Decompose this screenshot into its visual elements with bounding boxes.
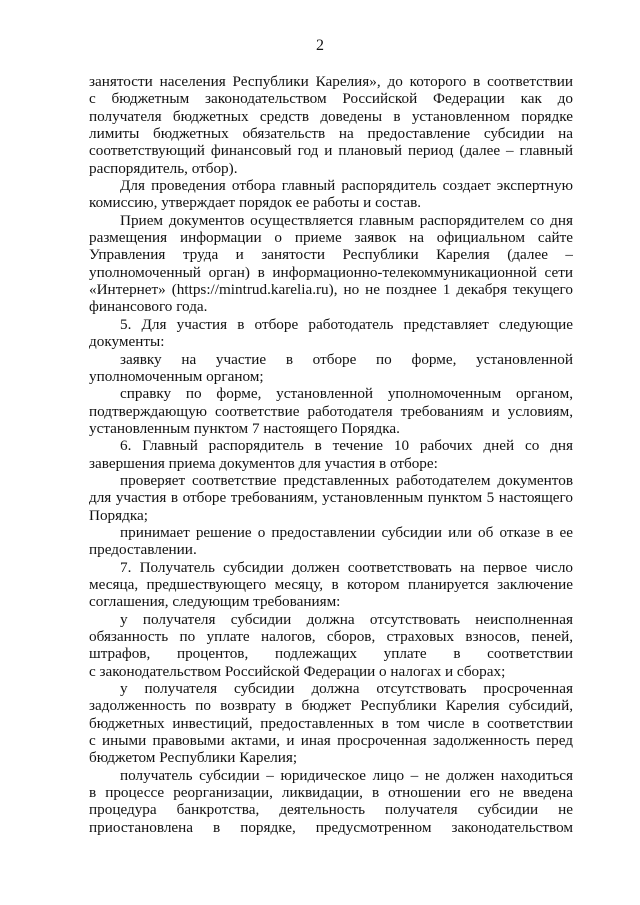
text-line: получателя бюджетных средств доведены в установленном порядке	[89, 107, 573, 125]
text-line: Управления труда и занятости Республики Карелия (далее –	[89, 246, 573, 264]
text-line: справку по форме, установленной уполномоченным органом,	[120, 385, 573, 403]
text-line: принимает решение о предоставлении субсидии или об отказе в ее	[120, 523, 573, 541]
text-line: месяца, предшествующего месяцу, в котором планируется заключение	[89, 575, 573, 593]
text-line: для участия в отборе требованиям, установленным пунктом 5 настоящего	[89, 489, 573, 507]
text-line: заявку на участие в отборе по форме, установленной	[120, 350, 573, 368]
text-line: соответствующий финансовый год и плановый период (далее – главный	[89, 142, 573, 160]
text-line: уполномоченным органом;	[89, 367, 264, 385]
text-line: у получателя субсидии должна отсутствовать просроченная	[120, 680, 573, 698]
text-line: с законодательством Российской Федерации о налогах и сборах;	[89, 662, 506, 680]
text-line: уполномоченный орган) в информационно-телекоммуникационной сети	[89, 263, 573, 281]
text-line: процедура банкротства, деятельность получателя субсидии не	[89, 801, 573, 819]
text-line: завершения приема документов для участия в отборе:	[89, 454, 438, 472]
text-line: в процессе реорганизации, ликвидации, в отношении его не введена	[89, 784, 573, 802]
text-line: установленным пунктом 7 настоящего Порядка.	[89, 419, 400, 437]
text-line: «Интернет» (https://mintrud.karelia.ru), но не позднее 1 декабря текущего	[89, 281, 573, 299]
text-line: лимиты бюджетных обязательств на предоставление субсидии на	[89, 125, 573, 143]
text-line: с иными правовыми актами, и иная просроченная задолженность перед	[89, 732, 573, 750]
text-line: с бюджетным законодательством Российской Федерации как до	[89, 90, 573, 108]
text-line: распорядитель, отбор).	[89, 159, 238, 177]
text-line: 5. Для участия в отборе работодатель представляет следующие	[120, 315, 573, 333]
text-line: предоставлении.	[89, 541, 197, 559]
text-line: 6. Главный распорядитель в течение 10 рабочих дней со дня	[120, 437, 573, 455]
text-line: получатель субсидии – юридическое лицо – не должен находиться	[120, 766, 573, 784]
text-line: размещения информации о приеме заявок на официальном сайте	[89, 229, 573, 247]
text-line: документы:	[89, 333, 165, 351]
text-line: Порядка;	[89, 506, 148, 524]
text-line: занятости населения Республики Карелия», до которого в соответствии	[89, 73, 573, 90]
text-line: штрафов, процентов, подлежащих уплате в соответствии	[89, 645, 573, 663]
text-line: комиссию, утверждает порядок ее работы и состав.	[89, 194, 422, 212]
text-line: задолженность по возврату в бюджет Республики Карелия субсидий,	[89, 697, 573, 715]
text-line: Для проведения отбора главный распорядитель создает экспертную	[120, 177, 573, 195]
text-line: бюджетных инвестиций, предоставленных в том числе в соответствии	[89, 714, 573, 732]
text-line: 7. Получатель субсидии должен соответствовать на первое число	[120, 558, 573, 576]
text-line: Прием документов осуществляется главным распорядителем со дня	[120, 211, 573, 229]
document-body	[89, 73, 573, 836]
page-number: 2	[316, 37, 324, 54]
text-line: подтверждающую соответствие работодателя требованиям и условиям,	[89, 402, 573, 420]
text-line: финансового года.	[89, 298, 208, 316]
text-line: у получателя субсидии должна отсутствовать неисполненная	[120, 610, 573, 628]
text-line: соглашения, следующим требованиям:	[89, 593, 341, 611]
text-line: бюджетом Республики Карелия;	[89, 749, 298, 767]
text-line: приостановлена в порядке, предусмотренном законодательством	[89, 818, 573, 836]
text-line: проверяет соответствие представленных работодателем документов	[120, 471, 573, 489]
text-line: обязанность по уплате налогов, сборов, страховых взносов, пеней,	[89, 628, 573, 645]
